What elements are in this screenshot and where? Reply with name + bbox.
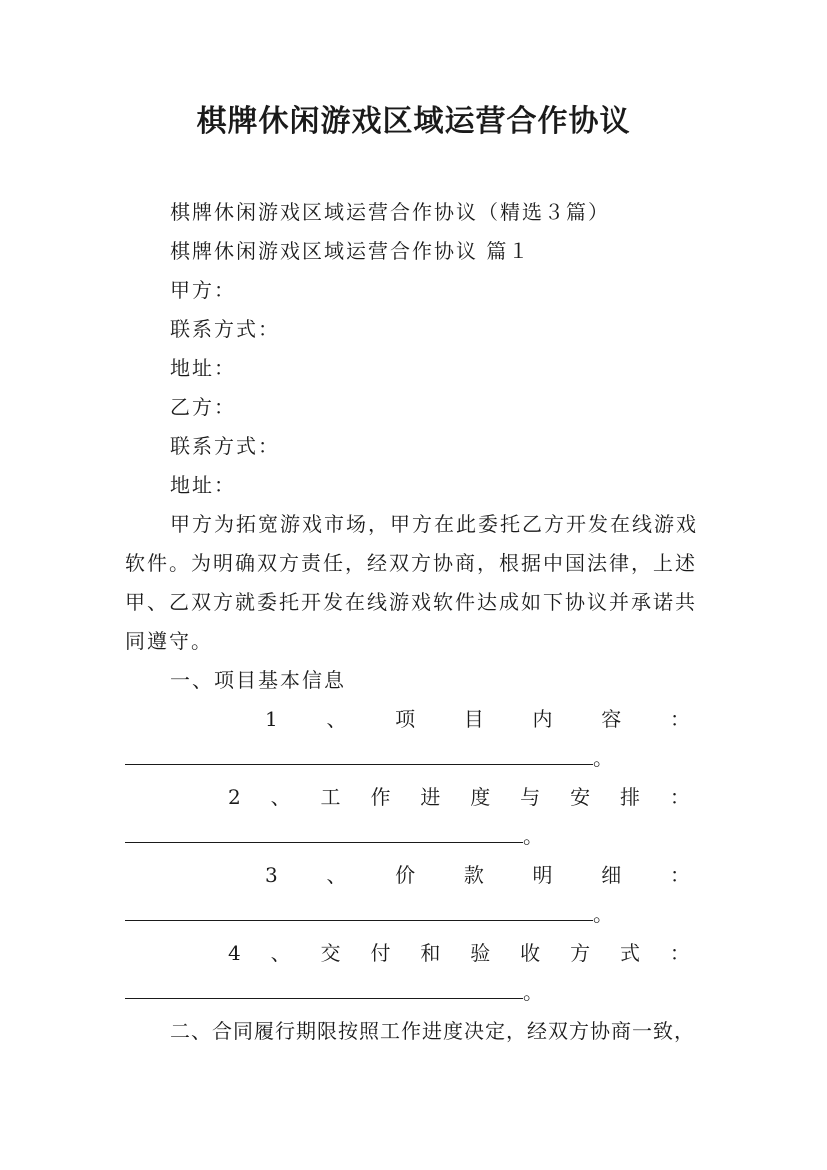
item-char: ： bbox=[669, 863, 690, 887]
section-2-line: 二、合同履行期限按照工作进度决定，经双方协商一致， bbox=[170, 1019, 695, 1043]
item-char: 目 bbox=[463, 707, 484, 731]
item-char: 与 bbox=[520, 785, 541, 809]
subtitle: 棋牌休闲游戏区域运营合作协议（精选３篇） bbox=[170, 200, 610, 224]
item-2-fill-line bbox=[125, 823, 543, 849]
item-4-fill-line bbox=[125, 979, 543, 1005]
item-char: 交 bbox=[320, 941, 341, 965]
item-char: 、 bbox=[270, 941, 291, 965]
party-a-address-label: 地址： bbox=[170, 356, 236, 380]
item-char: 4 bbox=[228, 941, 241, 965]
item-char: 度 bbox=[470, 785, 491, 809]
blank-underline bbox=[125, 746, 593, 765]
item-char: 细 bbox=[601, 863, 622, 887]
item-char: ： bbox=[669, 707, 690, 731]
blank-end-mark: 。 bbox=[593, 746, 613, 770]
item-2-heading bbox=[228, 784, 690, 810]
item-char: 、 bbox=[270, 785, 291, 809]
party-a-label: 甲方： bbox=[170, 278, 236, 302]
document-title: 棋牌休闲游戏区域运营合作协议 bbox=[196, 104, 631, 139]
item-char: 和 bbox=[420, 941, 441, 965]
intro-line-1: 甲方为拓宽游戏市场，甲方在此委托乙方开发在线游戏 bbox=[170, 512, 698, 536]
item-char: 款 bbox=[463, 863, 484, 887]
party-b-address-label: 地址： bbox=[170, 473, 236, 497]
blank-underline bbox=[125, 980, 523, 999]
item-char: 、 bbox=[326, 707, 347, 731]
party-a-contact-label: 联系方式： bbox=[170, 317, 280, 341]
item-char: 进 bbox=[420, 785, 441, 809]
chapter-heading: 棋牌休闲游戏区域运营合作协议 篇１ bbox=[170, 239, 531, 263]
intro-line-2: 软件。为明确双方责任，经双方协商，根据中国法律，上述 bbox=[125, 551, 697, 575]
intro-line-3: 甲、乙双方就委托开发在线游戏软件达成如下协议并承诺共 bbox=[125, 590, 697, 614]
item-char: 收 bbox=[520, 941, 541, 965]
item-3-fill-line bbox=[125, 901, 613, 927]
item-char: 、 bbox=[326, 863, 347, 887]
blank-end-mark: 。 bbox=[593, 902, 613, 926]
item-char: 排 bbox=[619, 785, 640, 809]
blank-end-mark: 。 bbox=[523, 980, 543, 1004]
blank-underline bbox=[125, 824, 523, 843]
blank-end-mark: 。 bbox=[523, 824, 543, 848]
item-3-heading bbox=[265, 862, 690, 888]
item-char: ： bbox=[669, 785, 690, 809]
party-b-contact-label: 联系方式： bbox=[170, 434, 280, 458]
item-char: 方 bbox=[570, 941, 591, 965]
item-char: 付 bbox=[370, 941, 391, 965]
section-1-heading: 一、项目基本信息 bbox=[170, 668, 346, 692]
item-char: 安 bbox=[570, 785, 591, 809]
item-char: 作 bbox=[370, 785, 391, 809]
item-char: 内 bbox=[532, 707, 553, 731]
item-char: 项 bbox=[395, 707, 416, 731]
item-1-heading bbox=[265, 706, 690, 732]
party-b-label: 乙方： bbox=[170, 395, 236, 419]
intro-line-4: 同遵守。 bbox=[125, 629, 213, 653]
item-char: 1 bbox=[265, 707, 278, 731]
item-4-heading bbox=[228, 940, 690, 966]
item-char: 价 bbox=[395, 863, 416, 887]
item-1-fill-line bbox=[125, 745, 613, 771]
item-char: 式 bbox=[619, 941, 640, 965]
item-char: 验 bbox=[470, 941, 491, 965]
item-char: 明 bbox=[532, 863, 553, 887]
item-char: ： bbox=[669, 941, 690, 965]
blank-underline bbox=[125, 902, 593, 921]
item-char: 工 bbox=[320, 785, 341, 809]
item-char: 3 bbox=[265, 863, 278, 887]
item-char: 2 bbox=[228, 785, 241, 809]
item-char: 容 bbox=[601, 707, 622, 731]
